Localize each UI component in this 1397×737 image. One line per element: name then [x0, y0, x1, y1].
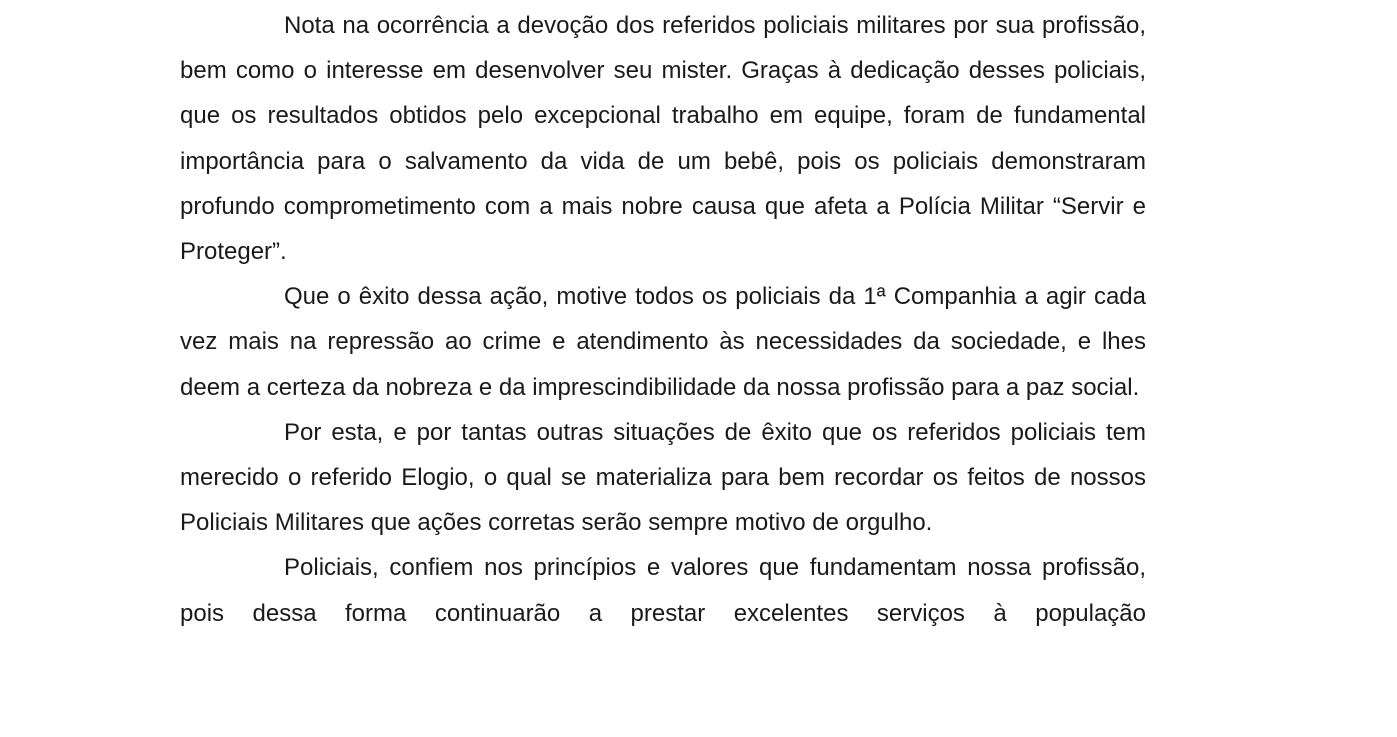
paragraph-commendation-devotion: Nota na ocorrência a devoção dos referidos policiais militares por sua profissão, bem como o interesse em desenvolver seu mister. Graças à dedicação desses policiais, que os resultados obtidos pelo excepcional trabalho em equipe, foram de fundamental importância para o salvamento da vida de um bebê, pois os policiais demonstraram profundo comprometimento com a mais nobre causa que afeta a Polícia Militar “Servir e Proteger”. [180, 12, 1146, 266]
paragraph-praise: Por esta, e por tantas outras situações de êxito que os referidos policiais tem merecido o referido Elogio, o qual se materializa para bem recordar os feitos de nossos Policiais Militares que ações corretas serão sempre motivo de orgulho. [180, 418, 1146, 537]
paragraph-motivation: Que o êxito dessa ação, motive todos os policiais da 1ª Companhia a agir cada vez mais na repressão ao crime e atendimento às necessidades da sociedade, e lhes deem a certeza da nobreza e da imprescindibilidade da nossa profissão para a paz social. [180, 283, 1146, 401]
document-body [180, 3, 1146, 636]
paragraph-principles: Policiais, confiem nos princípios e valores que fundamentam nossa profissão, pois dessa forma continuarão a prestar excelentes serviços à população [180, 554, 1146, 627]
